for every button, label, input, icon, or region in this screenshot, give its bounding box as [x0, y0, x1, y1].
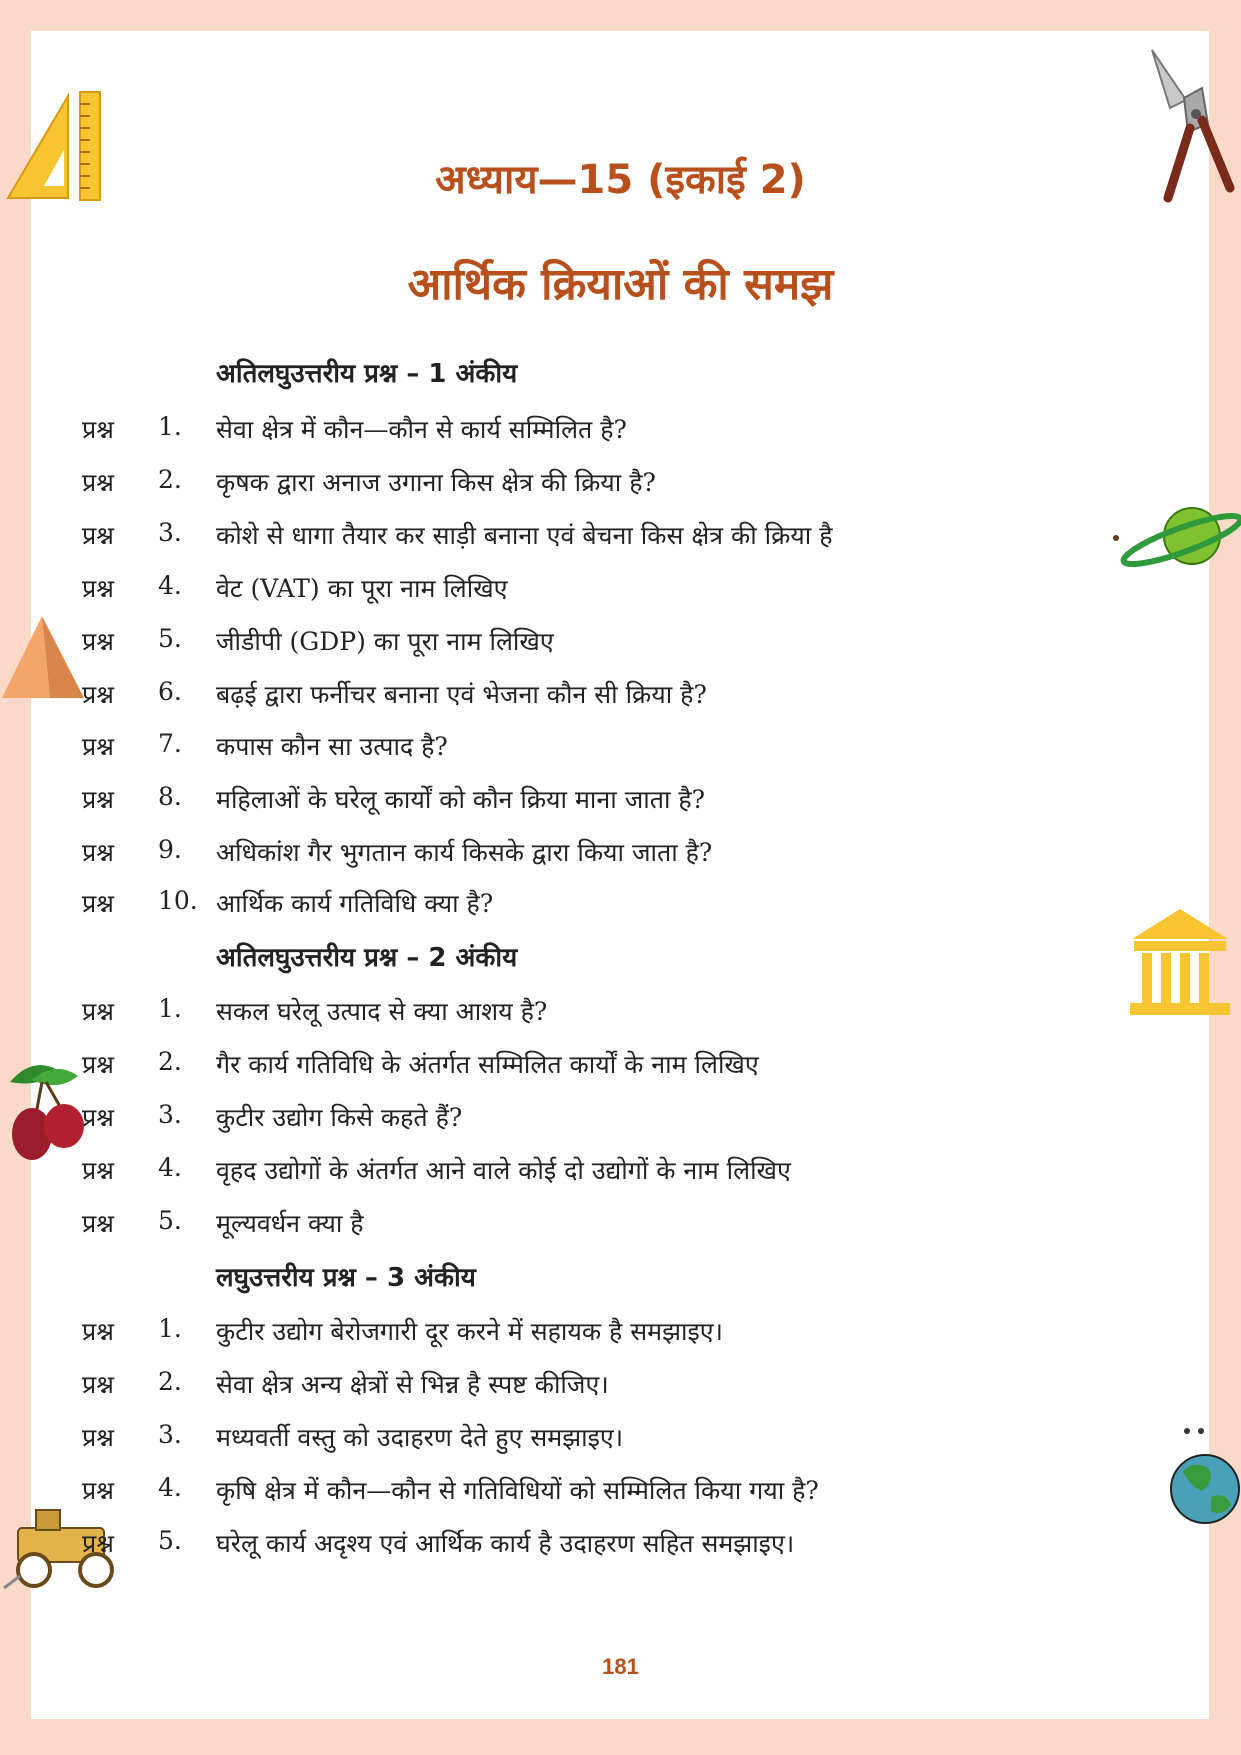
question-item	[0, 1153, 1100, 1189]
question-prefix: प्रश्न	[82, 838, 114, 867]
question-item	[0, 624, 1100, 660]
question-text: सेवा क्षेत्र अन्य क्षेत्रों से भिन्न है स्पष्ट कीजिए।	[216, 1370, 609, 1399]
question-prefix: प्रश्न	[82, 732, 114, 761]
question-number: 1.	[158, 412, 182, 441]
question-prefix: प्रश्न	[82, 1103, 114, 1132]
question-text: बढ़ई द्वारा फर्नीचर बनाना एवं भेजना कौन सी क्रिया है?	[216, 680, 707, 709]
greek-temple-icon	[1128, 905, 1232, 1017]
question-number: 3.	[158, 1420, 182, 1449]
question-text: कुटीर उद्योग बेरोजगारी दूर करने में सहायक है समझाइए।	[216, 1317, 724, 1346]
question-number: 4.	[158, 1473, 182, 1502]
question-item	[0, 571, 1100, 607]
question-number: 8.	[158, 782, 182, 811]
question-number: 7.	[158, 729, 182, 758]
question-number: 5.	[158, 624, 182, 653]
question-text: कृषक द्वारा अनाज उगाना किस क्षेत्र की क्रिया है?	[216, 468, 656, 497]
question-number: 4.	[158, 1153, 182, 1182]
question-item	[0, 412, 1100, 448]
question-text: महिलाओं के घरेलू कार्यों को कौन क्रिया माना जाता है?	[216, 785, 706, 814]
question-item	[0, 1206, 1100, 1242]
question-item	[0, 886, 1100, 922]
question-number: 1.	[158, 994, 182, 1023]
question-number: 10.	[158, 886, 198, 915]
question-number: 2.	[158, 1367, 182, 1396]
question-prefix: प्रश्न	[82, 1156, 114, 1185]
question-prefix: प्रश्न	[82, 785, 114, 814]
question-item	[0, 1367, 1100, 1403]
section-heading: लघुउत्तरीय प्रश्न – 3 अंकीय	[216, 1263, 476, 1293]
question-prefix: प्रश्न	[82, 468, 114, 497]
question-number: 2.	[158, 465, 182, 494]
section-heading: अतिलघुउत्तरीय प्रश्न – 1 अंकीय	[216, 359, 518, 389]
question-item	[0, 1526, 1100, 1562]
question-item	[0, 1047, 1100, 1083]
question-text: अधिकांश गैर भुगतान कार्य किसके द्वारा किया जाता है?	[216, 838, 713, 867]
question-text: आर्थिक कार्य गतिविधि क्या है?	[216, 889, 494, 918]
planet-ring-icon	[1110, 500, 1241, 580]
question-prefix: प्रश्न	[82, 1317, 114, 1346]
question-prefix: प्रश्न	[82, 1476, 114, 1505]
question-number: 1.	[158, 1314, 182, 1343]
question-text: कुटीर उद्योग किसे कहते हैं?	[216, 1103, 463, 1132]
question-prefix: प्रश्न	[82, 680, 114, 709]
question-prefix: प्रश्न	[82, 889, 114, 918]
question-number: 9.	[158, 835, 182, 864]
question-number: 4.	[158, 571, 182, 600]
question-text: वेट (VAT) का पूरा नाम लिखिए	[216, 574, 508, 603]
question-number: 6.	[158, 677, 182, 706]
chapter-heading: अध्याय—15 (इकाई 2)	[435, 157, 806, 203]
question-prefix: प्रश्न	[82, 1370, 114, 1399]
question-number: 3.	[158, 1100, 182, 1129]
question-text: कपास कौन सा उत्पाद है?	[216, 732, 448, 761]
question-item	[0, 465, 1100, 501]
question-item	[0, 518, 1100, 554]
question-text: कृषि क्षेत्र में कौन—कौन से गतिविधियों को सम्मिलित किया गया है?	[216, 1476, 819, 1505]
question-item	[0, 1420, 1100, 1456]
section-heading: अतिलघुउत्तरीय प्रश्न – 2 अंकीय	[216, 943, 518, 973]
question-text: सेवा क्षेत्र में कौन—कौन से कार्य सम्मिलित है?	[216, 415, 627, 444]
question-item	[0, 994, 1100, 1030]
question-prefix: प्रश्न	[82, 1423, 114, 1452]
question-prefix: प्रश्न	[82, 415, 114, 444]
page-number: 181	[602, 1654, 639, 1679]
question-text: मूल्यवर्धन क्या है	[216, 1209, 364, 1238]
question-prefix: प्रश्न	[82, 521, 114, 550]
question-prefix: प्रश्न	[82, 1529, 114, 1558]
question-item	[0, 729, 1100, 765]
question-item	[0, 835, 1100, 871]
question-text: घरेलू कार्य अदृश्य एवं आर्थिक कार्य है उदाहरण सहित समझाइए।	[216, 1529, 795, 1558]
question-text: सकल घरेलू उत्पाद से क्या आशय है?	[216, 997, 548, 1026]
question-text: वृहद उद्योगों के अंतर्गत आने वाले कोई दो उद्योगों के नाम लिखिए	[216, 1156, 791, 1185]
question-prefix: प्रश्न	[82, 627, 114, 656]
question-text: गैर कार्य गतिविधि के अंतर्गत सम्मिलित कार्यों के नाम लिखिए	[216, 1050, 759, 1079]
question-prefix: प्रश्न	[82, 574, 114, 603]
question-item	[0, 1314, 1100, 1350]
question-item	[0, 1100, 1100, 1136]
question-prefix: प्रश्न	[82, 1209, 114, 1238]
question-prefix: प्रश्न	[82, 1050, 114, 1079]
question-item	[0, 1473, 1100, 1509]
question-number: 2.	[158, 1047, 182, 1076]
question-item	[0, 677, 1100, 713]
page-title: आर्थिक क्रियाओं की समझ	[407, 259, 834, 310]
question-text: मध्यवर्ती वस्तु को उदाहरण देते हुए समझाइए।	[216, 1423, 624, 1452]
question-number: 5.	[158, 1526, 182, 1555]
question-number: 3.	[158, 518, 182, 547]
question-text: जीडीपी (GDP) का पूरा नाम लिखिए	[216, 627, 554, 656]
question-item	[0, 782, 1100, 818]
question-number: 5.	[158, 1206, 182, 1235]
question-text: कोशे से धागा तैयार कर साड़ी बनाना एवं बेचना किस क्षेत्र की क्रिया है	[216, 521, 833, 550]
globe-icon	[1165, 1425, 1241, 1530]
question-prefix: प्रश्न	[82, 997, 114, 1026]
